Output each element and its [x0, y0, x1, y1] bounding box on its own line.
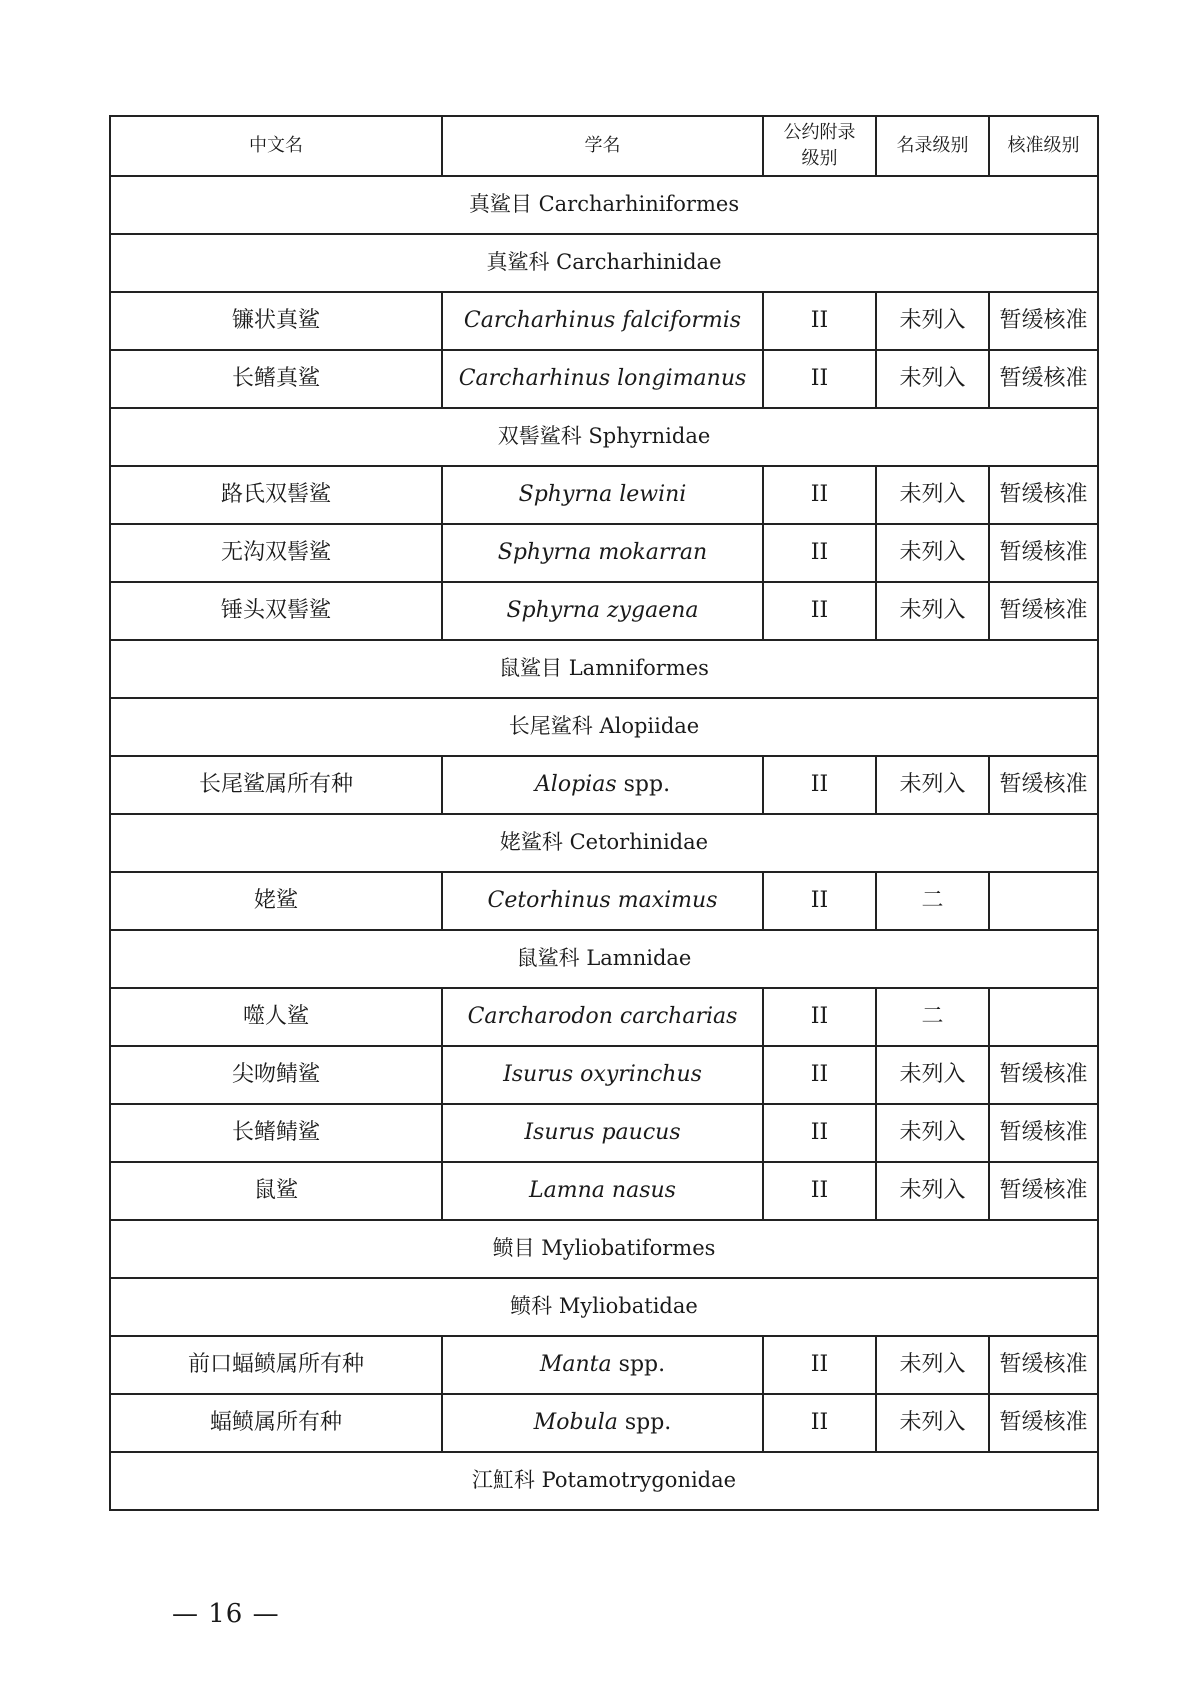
scientific-name-italic: Cetorhinus maximus — [487, 887, 718, 913]
taxon-group-row — [110, 234, 1098, 292]
scientific-name-italic: Lamna nasus — [529, 1177, 676, 1203]
approval-level-cell: 暂缓核准 — [989, 350, 1098, 408]
list-level-cell: 未列入 — [876, 756, 989, 814]
taxon-group-row — [110, 640, 1098, 698]
taxon-group-row — [110, 176, 1098, 234]
scientific-name-cell — [442, 524, 763, 582]
table-body — [110, 116, 1098, 1510]
appendix-level-cell: II — [763, 988, 876, 1046]
chinese-name-cell: 镰状真鲨 — [110, 292, 442, 350]
chinese-name-cell: 前口蝠鲼属所有种 — [110, 1336, 442, 1394]
taxon-group-row — [110, 1452, 1098, 1510]
taxon-group-row — [110, 1220, 1098, 1278]
scientific-name-italic: Isurus paucus — [524, 1119, 681, 1145]
appendix-level-cell: II — [763, 1336, 876, 1394]
scientific-name-cell — [442, 1104, 763, 1162]
appendix-level-cell: II — [763, 1104, 876, 1162]
species-row — [110, 1394, 1098, 1452]
chinese-name-cell: 长鳍真鲨 — [110, 350, 442, 408]
scientific-name-italic: Mobula — [533, 1409, 618, 1435]
species-row — [110, 1336, 1098, 1394]
species-row — [110, 292, 1098, 350]
scientific-name-italic: Manta — [539, 1351, 612, 1377]
taxon-group-label: 鼠鲨科 Lamnidae — [110, 930, 1098, 988]
scientific-name-cell — [442, 872, 763, 930]
scientific-name-cell — [442, 1162, 763, 1220]
approval-level-cell: 暂缓核准 — [989, 1394, 1098, 1452]
species-row — [110, 524, 1098, 582]
approval-level-cell: 暂缓核准 — [989, 1046, 1098, 1104]
species-row — [110, 582, 1098, 640]
chinese-name-cell: 姥鲨 — [110, 872, 442, 930]
approval-level-cell: 暂缓核准 — [989, 1336, 1098, 1394]
page-number: — 16 — — [172, 1599, 280, 1629]
scientific-name-cell — [442, 756, 763, 814]
appendix-level-cell: II — [763, 350, 876, 408]
scientific-name-cell — [442, 1336, 763, 1394]
taxon-group-label: 姥鲨科 Cetorhinidae — [110, 814, 1098, 872]
approval-level-cell: 暂缓核准 — [989, 756, 1098, 814]
approval-level-cell: 暂缓核准 — [989, 582, 1098, 640]
appendix-level-cell: II — [763, 466, 876, 524]
chinese-name-cell: 鼠鲨 — [110, 1162, 442, 1220]
species-row — [110, 756, 1098, 814]
taxon-group-row — [110, 930, 1098, 988]
chinese-name-cell: 长鳍鲭鲨 — [110, 1104, 442, 1162]
chinese-name-cell: 长尾鲨属所有种 — [110, 756, 442, 814]
approval-level-cell: 暂缓核准 — [989, 466, 1098, 524]
scientific-name-italic: Sphyrna lewini — [518, 481, 687, 507]
taxon-group-label: 双髻鲨科 Sphyrnidae — [110, 408, 1098, 466]
appendix-level-cell: II — [763, 292, 876, 350]
header-chinese-name: 中文名 — [110, 116, 442, 176]
taxon-group-label: 鲼目 Myliobatiformes — [110, 1220, 1098, 1278]
species-row — [110, 988, 1098, 1046]
scientific-name-cell — [442, 1394, 763, 1452]
list-level-cell: 未列入 — [876, 1046, 989, 1104]
list-level-cell: 二 — [876, 872, 989, 930]
species-row — [110, 466, 1098, 524]
taxon-group-label: 长尾鲨科 Alopiidae — [110, 698, 1098, 756]
taxon-group-label: 鼠鲨目 Lamniformes — [110, 640, 1098, 698]
chinese-name-cell: 无沟双髻鲨 — [110, 524, 442, 582]
list-level-cell: 未列入 — [876, 1336, 989, 1394]
approval-level-cell — [989, 988, 1098, 1046]
list-level-cell: 未列入 — [876, 1104, 989, 1162]
species-row — [110, 350, 1098, 408]
scientific-name-italic: Sphyrna zygaena — [506, 597, 699, 623]
approval-level-cell — [989, 872, 1098, 930]
scientific-name-italic: Carcharhinus falciformis — [463, 307, 742, 333]
list-level-cell: 未列入 — [876, 582, 989, 640]
scientific-name-cell — [442, 1046, 763, 1104]
taxon-group-label: 江魟科 Potamotrygonidae — [110, 1452, 1098, 1510]
chinese-name-cell: 尖吻鲭鲨 — [110, 1046, 442, 1104]
species-table — [109, 115, 1099, 1511]
scientific-name-suffix: spp. — [617, 1409, 672, 1435]
species-row — [110, 1162, 1098, 1220]
header-convention-appendix: 公约附录 级别 — [763, 116, 876, 176]
list-level-cell: 未列入 — [876, 292, 989, 350]
table-header-row — [110, 116, 1098, 176]
appendix-level-cell: II — [763, 756, 876, 814]
appendix-level-cell: II — [763, 524, 876, 582]
header-scientific-name: 学名 — [442, 116, 763, 176]
species-row — [110, 1046, 1098, 1104]
approval-level-cell: 暂缓核准 — [989, 292, 1098, 350]
chinese-name-cell: 蝠鲼属所有种 — [110, 1394, 442, 1452]
scientific-name-suffix: spp. — [616, 771, 671, 797]
list-level-cell: 未列入 — [876, 1394, 989, 1452]
scientific-name-italic: Carcharhinus longimanus — [458, 365, 747, 391]
scientific-name-cell — [442, 292, 763, 350]
list-level-cell: 未列入 — [876, 466, 989, 524]
species-row — [110, 872, 1098, 930]
appendix-level-cell: II — [763, 1046, 876, 1104]
approval-level-cell: 暂缓核准 — [989, 524, 1098, 582]
list-level-cell: 未列入 — [876, 350, 989, 408]
scientific-name-italic: Carcharodon carcharias — [467, 1003, 738, 1029]
species-row — [110, 1104, 1098, 1162]
scientific-name-italic: Isurus oxyrinchus — [503, 1061, 702, 1087]
approval-level-cell: 暂缓核准 — [989, 1162, 1098, 1220]
header-approval-level: 核准级别 — [989, 116, 1098, 176]
scientific-name-cell — [442, 466, 763, 524]
taxon-group-row — [110, 814, 1098, 872]
list-level-cell: 未列入 — [876, 1162, 989, 1220]
scientific-name-cell — [442, 582, 763, 640]
chinese-name-cell: 路氏双髻鲨 — [110, 466, 442, 524]
appendix-level-cell: II — [763, 1394, 876, 1452]
taxon-group-label: 真鲨科 Carcharhinidae — [110, 234, 1098, 292]
appendix-level-cell: II — [763, 1162, 876, 1220]
chinese-name-cell: 锤头双髻鲨 — [110, 582, 442, 640]
scientific-name-cell — [442, 988, 763, 1046]
list-level-cell: 未列入 — [876, 524, 989, 582]
chinese-name-cell: 噬人鲨 — [110, 988, 442, 1046]
scientific-name-italic: Alopias — [534, 771, 617, 797]
taxon-group-label: 鲼科 Myliobatidae — [110, 1278, 1098, 1336]
taxon-group-row — [110, 408, 1098, 466]
list-level-cell: 二 — [876, 988, 989, 1046]
appendix-level-cell: II — [763, 582, 876, 640]
appendix-level-cell: II — [763, 872, 876, 930]
scientific-name-cell — [442, 350, 763, 408]
scientific-name-italic: Sphyrna mokarran — [497, 539, 708, 565]
header-list-level: 名录级别 — [876, 116, 989, 176]
scientific-name-suffix: spp. — [611, 1351, 666, 1377]
taxon-group-row — [110, 698, 1098, 756]
taxon-group-label: 真鲨目 Carcharhiniformes — [110, 176, 1098, 234]
approval-level-cell: 暂缓核准 — [989, 1104, 1098, 1162]
taxon-group-row — [110, 1278, 1098, 1336]
